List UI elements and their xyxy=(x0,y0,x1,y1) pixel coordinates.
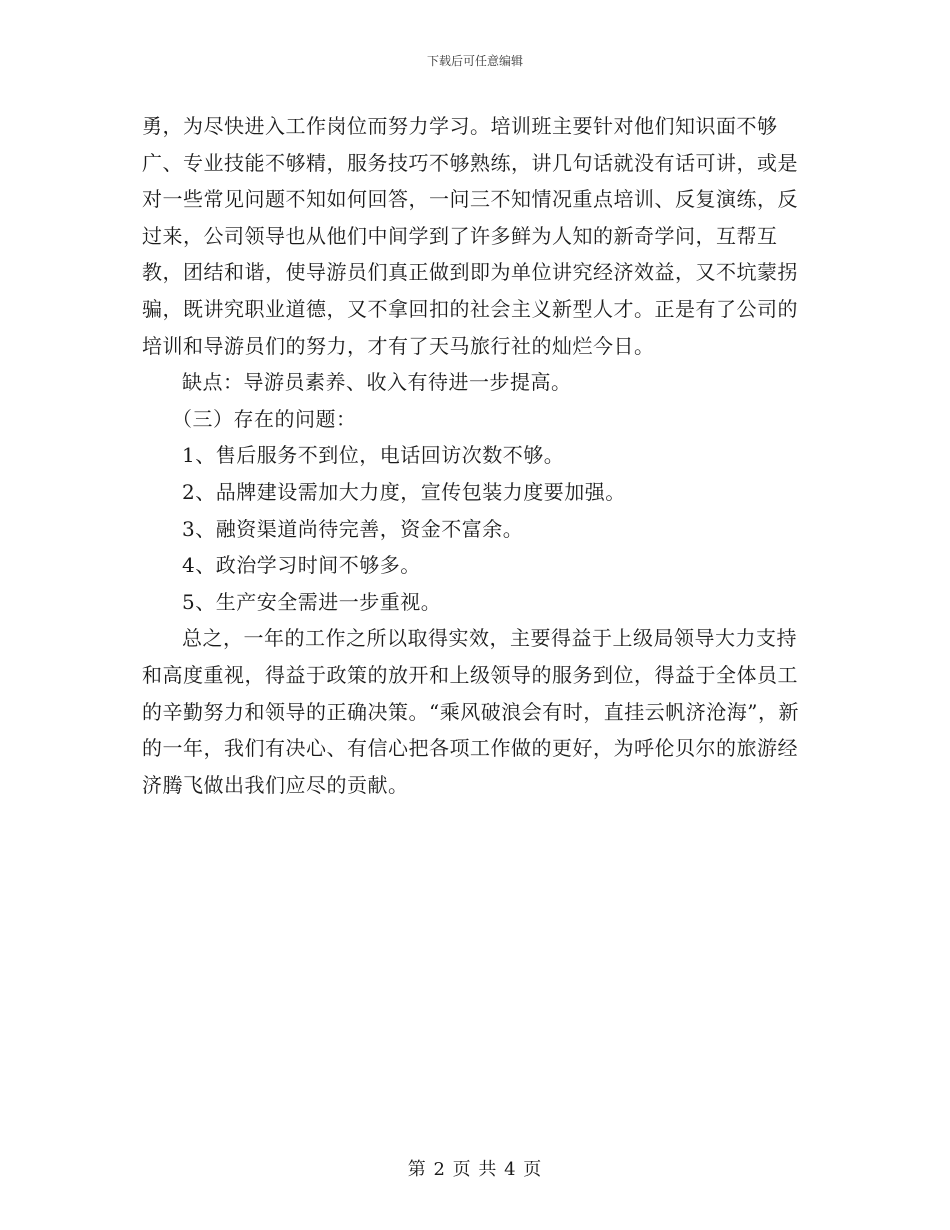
problem-item-5: 5、生产安全需进一步重视。 xyxy=(182,589,442,614)
problem-item-2: 2、品牌建设需加大力度，宣传包装力度要加强。 xyxy=(182,479,626,504)
paragraph-shortcoming: 缺点：导游员素养、收入有待进一步提高。 xyxy=(182,370,572,395)
page-header: 下载后可任意编辑 xyxy=(426,54,523,68)
page-number: 第 2 页 共 4 页 xyxy=(407,1159,543,1180)
problem-item-4: 4、政治学习时间不够多。 xyxy=(182,553,421,578)
problems-heading: （三）存在的问题： xyxy=(172,406,357,431)
document-body xyxy=(142,108,810,803)
paragraph-conclusion: 总之，一年的工作之所以取得实效，主要得益于上级局领导大力支持和高度重视，得益于政策的放开和上级领导的服务到位，得益于全体员工的辛勤努力和领导的正确决策。“乘风破浪会有时，直挂云帆济沧海”，新的一年，我们有决心、有信心把各项工作做的更好，为呼伦贝尔的旅游经济腾飞做出我们应尽的贡献。 xyxy=(142,626,799,797)
problem-item-1: 1、售后服务不到位，电话回访次数不够。 xyxy=(182,443,565,468)
paragraph-continuation: 勇，为尽快进入工作岗位而努力学习。培训班主要针对他们知识面不够广、专业技能不够精，服务技巧不够熟练，讲几句话就没有话可讲，或是对一些常见问题不知如何回答，一问三不知情况重点培训、反复演练，反过来，公司领导也从他们中间学到了许多鲜为人知的新奇学问，互帮互教，团结和谐，使导游员们真正做到即为单位讲究经济效益，又不坑蒙拐骗，既讲究职业道德，又不拿回扣的社会主义新型人才。正是有了公司的培训和导游员们的努力，才有了天马旅行社的灿烂今日。 xyxy=(142,114,798,358)
problem-item-3: 3、融资渠道尚待完善，资金不富余。 xyxy=(182,516,524,541)
